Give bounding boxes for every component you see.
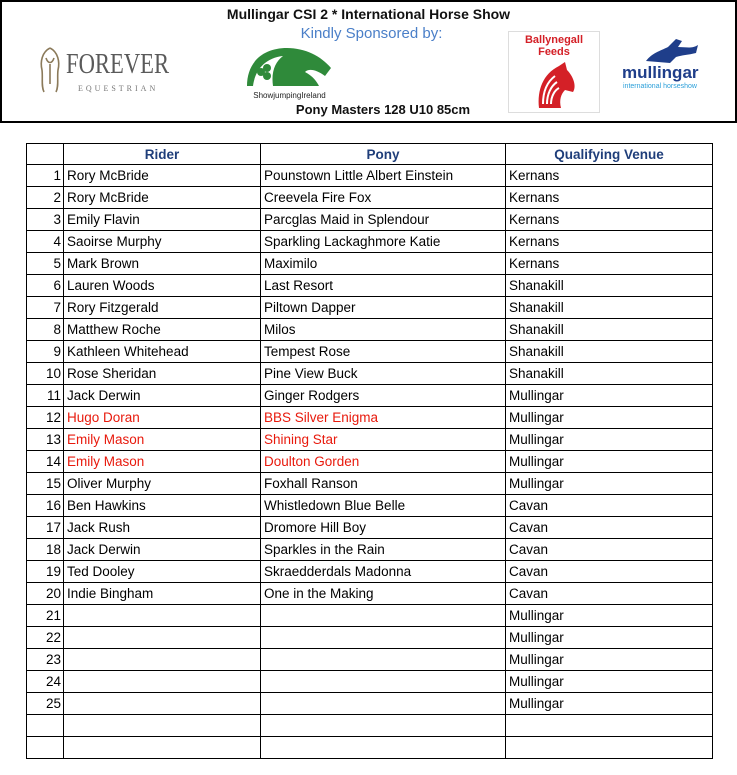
rider-cell (64, 715, 261, 737)
table-row (27, 297, 713, 319)
row-number-cell (27, 715, 64, 737)
table-row (27, 429, 713, 451)
sponsor-line: Kindly Sponsored by: (300, 25, 443, 42)
pony-cell: Dromore Hill Boy (261, 517, 506, 539)
row-number-cell: 6 (27, 275, 64, 297)
row-number-cell: 2 (27, 187, 64, 209)
venue-cell: Shanakill (506, 275, 713, 297)
table-row (27, 495, 713, 517)
venue-cell: Mullingar (506, 605, 713, 627)
venue-cell: Cavan (506, 517, 713, 539)
table-row (27, 275, 713, 297)
rider-cell (64, 627, 261, 649)
table-row (27, 253, 713, 275)
ballynegall-feeds-logo (508, 31, 600, 113)
pony-cell: Creevela Fire Fox (261, 187, 506, 209)
pony-cell (261, 605, 506, 627)
rider-cell (64, 605, 261, 627)
mullingar-logo-sub: international horseshow (623, 83, 697, 90)
rider-cell: Ben Hawkins (64, 495, 261, 517)
horse-crest-icon (36, 44, 64, 94)
table-row (27, 539, 713, 561)
row-number-cell (27, 737, 64, 759)
rider-cell: Indie Bingham (64, 583, 261, 605)
rider-cell: Matthew Roche (64, 319, 261, 341)
venue-cell: Mullingar (506, 473, 713, 495)
venue-cell (506, 737, 713, 759)
event-name: Pony Masters 128 U10 85cm (295, 102, 471, 117)
row-number-cell: 16 (27, 495, 64, 517)
pony-cell: Ginger Rodgers (261, 385, 506, 407)
column-header-pony: Pony (261, 144, 506, 165)
venue-cell: Kernans (506, 209, 713, 231)
pony-cell: BBS Silver Enigma (261, 407, 506, 429)
rider-cell: Emily Flavin (64, 209, 261, 231)
column-header-number (27, 144, 64, 165)
rider-cell (64, 693, 261, 715)
venue-cell: Shanakill (506, 341, 713, 363)
showjumping-ireland-logo (243, 42, 336, 100)
rider-cell: Oliver Murphy (64, 473, 261, 495)
rider-cell: Jack Rush (64, 517, 261, 539)
table-row (27, 737, 713, 759)
pony-cell (261, 737, 506, 759)
pony-cell: Milos (261, 319, 506, 341)
table-row (27, 715, 713, 737)
venue-cell: Shanakill (506, 297, 713, 319)
pony-cell: Piltown Dapper (261, 297, 506, 319)
page-title: Mullingar CSI 2 * International Horse Show (226, 6, 511, 22)
rider-cell (64, 649, 261, 671)
venue-cell: Cavan (506, 583, 713, 605)
pony-cell: Pounstown Little Albert Einstein (261, 165, 506, 187)
row-number-cell: 11 (27, 385, 64, 407)
table-row (27, 407, 713, 429)
table-row (27, 517, 713, 539)
pony-cell: One in the Making (261, 583, 506, 605)
row-number-cell: 24 (27, 671, 64, 693)
row-number-cell: 7 (27, 297, 64, 319)
entries-table-wrapper (26, 143, 713, 759)
venue-cell: Cavan (506, 539, 713, 561)
table-row (27, 561, 713, 583)
rider-cell: Jack Derwin (64, 385, 261, 407)
pony-cell: Doulton Gorden (261, 451, 506, 473)
row-number-cell: 13 (27, 429, 64, 451)
venue-cell: Mullingar (506, 649, 713, 671)
row-number-cell: 1 (27, 165, 64, 187)
row-number-cell: 21 (27, 605, 64, 627)
table-row (27, 385, 713, 407)
rider-cell: Rory McBride (64, 165, 261, 187)
rider-cell: Kathleen Whitehead (64, 341, 261, 363)
horse-head-shamrock-icon (243, 42, 336, 88)
row-number-cell: 17 (27, 517, 64, 539)
table-row (27, 341, 713, 363)
bally-logo-line2: Feeds (538, 46, 570, 58)
rider-cell: Jack Derwin (64, 539, 261, 561)
rider-cell (64, 671, 261, 693)
forever-logo-word: FOREVER (66, 48, 170, 80)
table-row (27, 649, 713, 671)
pony-cell: Parcglas Maid in Splendour (261, 209, 506, 231)
rider-cell: Mark Brown (64, 253, 261, 275)
venue-cell: Mullingar (506, 693, 713, 715)
rider-cell: Emily Mason (64, 429, 261, 451)
venue-cell: Kernans (506, 231, 713, 253)
table-row (27, 473, 713, 495)
venue-cell: Shanakill (506, 319, 713, 341)
venue-cell: Mullingar (506, 385, 713, 407)
pony-cell: Shining Star (261, 429, 506, 451)
venue-cell: Mullingar (506, 671, 713, 693)
venue-cell: Cavan (506, 561, 713, 583)
pony-cell: Pine View Buck (261, 363, 506, 385)
row-number-cell: 22 (27, 627, 64, 649)
bally-logo-line1: Ballynegall (524, 34, 584, 46)
mullingar-horseshow-logo (606, 33, 721, 99)
rider-cell (64, 737, 261, 759)
pony-cell (261, 671, 506, 693)
pony-cell: Last Resort (261, 275, 506, 297)
pony-cell (261, 649, 506, 671)
table-row (27, 187, 713, 209)
pony-cell: Maximilo (261, 253, 506, 275)
table-row (27, 605, 713, 627)
row-number-cell: 8 (27, 319, 64, 341)
table-row (27, 627, 713, 649)
rider-cell: Saoirse Murphy (64, 231, 261, 253)
pony-cell: Skraedderdals Madonna (261, 561, 506, 583)
pony-cell: Foxhall Ranson (261, 473, 506, 495)
rider-cell: Rory Fitzgerald (64, 297, 261, 319)
venue-cell: Mullingar (506, 429, 713, 451)
row-number-cell: 20 (27, 583, 64, 605)
row-number-cell: 10 (27, 363, 64, 385)
pony-cell (261, 693, 506, 715)
row-number-cell: 14 (27, 451, 64, 473)
row-number-cell: 3 (27, 209, 64, 231)
rider-cell: Hugo Doran (64, 407, 261, 429)
table-row (27, 165, 713, 187)
column-header-rider: Rider (64, 144, 261, 165)
venue-cell (506, 715, 713, 737)
venue-cell: Mullingar (506, 407, 713, 429)
table-row (27, 231, 713, 253)
table-row (27, 583, 713, 605)
forever-logo-sub: EQUESTRIAN (78, 84, 159, 93)
rider-cell: Rose Sheridan (64, 363, 261, 385)
venue-cell: Kernans (506, 253, 713, 275)
jumping-horse-icon (642, 35, 702, 65)
row-number-cell: 25 (27, 693, 64, 715)
rider-cell: Ted Dooley (64, 561, 261, 583)
pony-cell: Whistledown Blue Belle (261, 495, 506, 517)
pony-cell (261, 627, 506, 649)
rider-cell: Lauren Woods (64, 275, 261, 297)
row-number-cell: 4 (27, 231, 64, 253)
venue-cell: Kernans (506, 165, 713, 187)
pony-cell: Sparkles in the Rain (261, 539, 506, 561)
rider-cell: Rory McBride (64, 187, 261, 209)
entries-table (26, 143, 713, 759)
table-row (27, 671, 713, 693)
table-row (27, 209, 713, 231)
column-header-venue: Qualifying Venue (506, 144, 713, 165)
row-number-cell: 19 (27, 561, 64, 583)
sji-logo-caption: ShowjumpingIreland (253, 91, 326, 100)
mullingar-logo-word: mullingar (622, 63, 699, 82)
table-row (27, 363, 713, 385)
pony-cell: Sparkling Lackaghmore Katie (261, 231, 506, 253)
table-row (27, 451, 713, 473)
forever-equestrian-logo (36, 40, 170, 100)
pony-cell: Tempest Rose (261, 341, 506, 363)
rider-cell: Emily Mason (64, 451, 261, 473)
venue-cell: Shanakill (506, 363, 713, 385)
row-number-cell: 9 (27, 341, 64, 363)
row-number-cell: 23 (27, 649, 64, 671)
venue-cell: Kernans (506, 187, 713, 209)
venue-cell: Mullingar (506, 451, 713, 473)
row-number-cell: 12 (27, 407, 64, 429)
pony-cell (261, 715, 506, 737)
table-row (27, 319, 713, 341)
table-row (27, 693, 713, 715)
venue-cell: Mullingar (506, 627, 713, 649)
row-number-cell: 5 (27, 253, 64, 275)
table-header-row (27, 144, 713, 165)
row-number-cell: 18 (27, 539, 64, 561)
row-number-cell: 15 (27, 473, 64, 495)
venue-cell: Cavan (506, 495, 713, 517)
